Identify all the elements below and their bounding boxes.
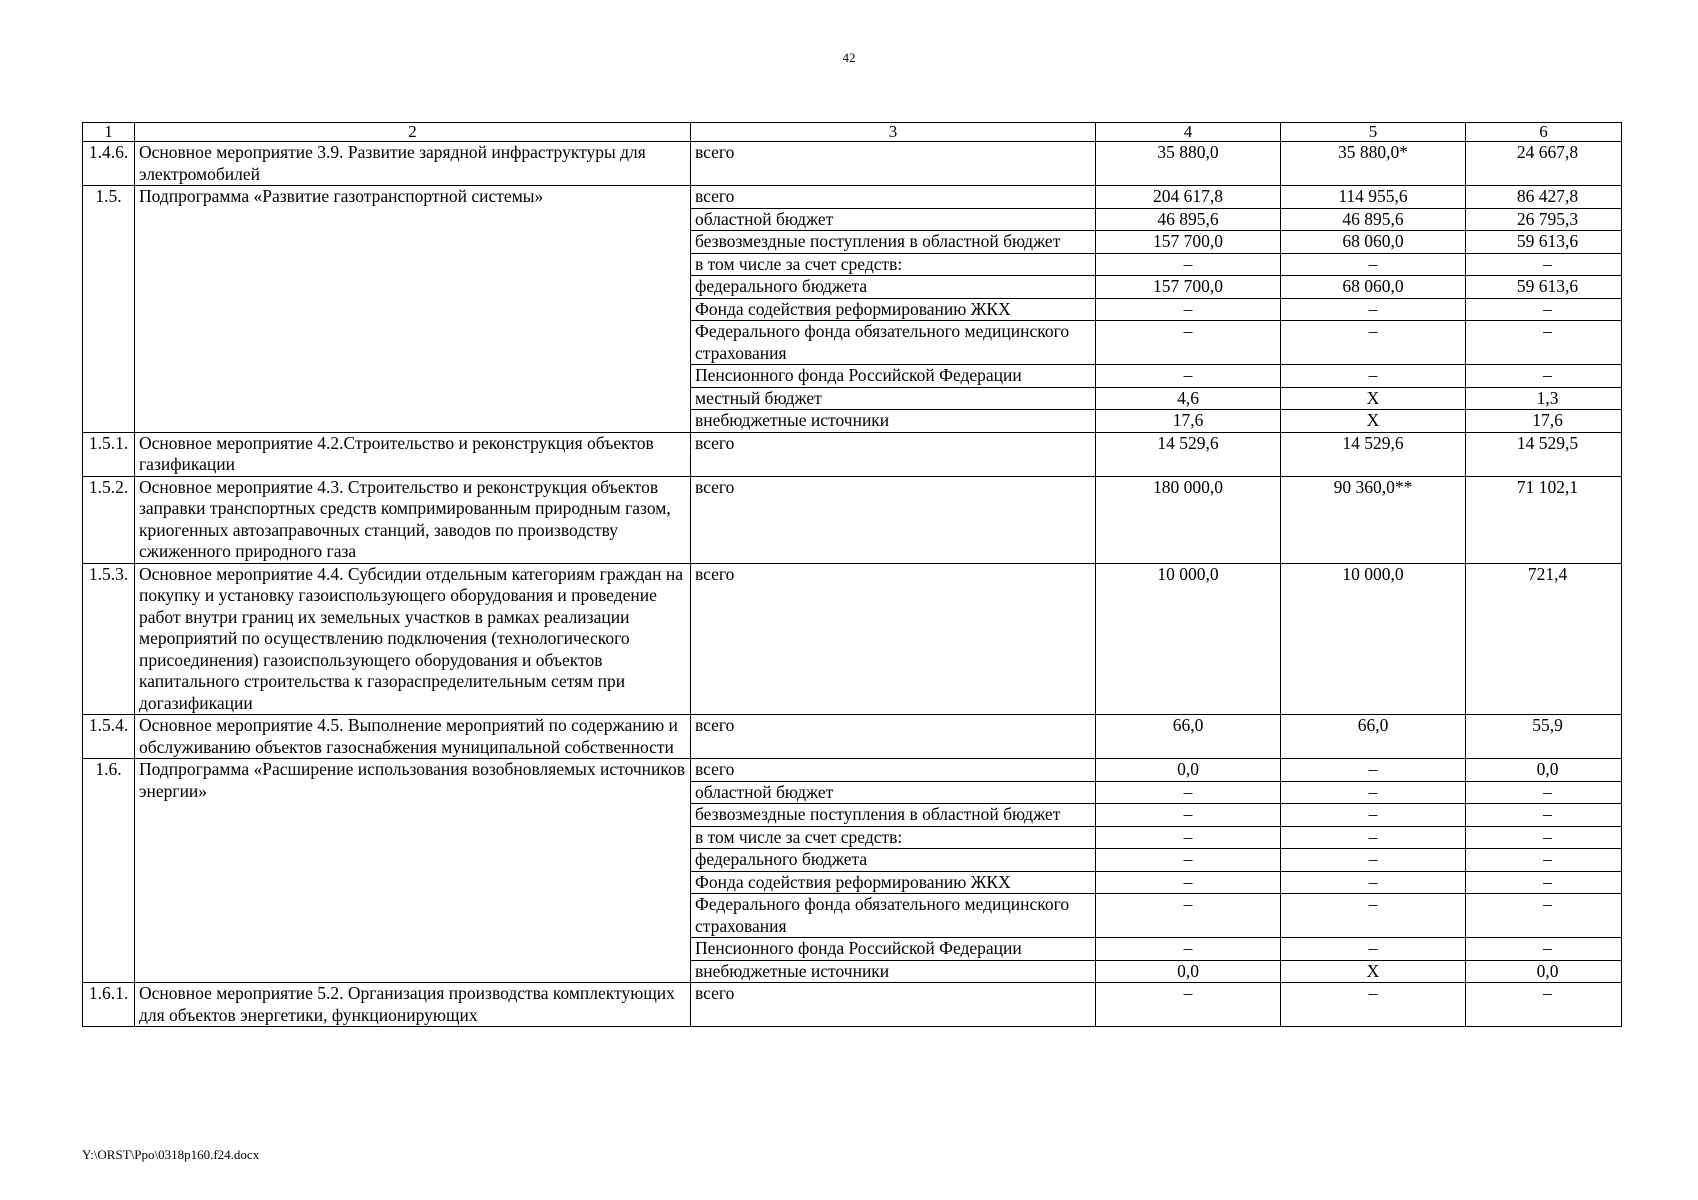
header-cell-5: 5: [1281, 123, 1466, 142]
value-cell-col4: –: [1096, 894, 1281, 938]
budget-table: [82, 122, 1622, 1027]
value-cell-col6: –: [1466, 983, 1622, 1027]
value-cell-col6: –: [1466, 938, 1622, 961]
value-cell-col4: 46 895,6: [1096, 208, 1281, 231]
item-number-cell: 1.6.: [83, 759, 135, 983]
value-cell-col5: –: [1281, 298, 1466, 321]
item-name-cell: Основное мероприятие 4.5. Выполнение мероприятий по содержанию и обслуживанию объектов газоснабжения муниципальной собственности: [135, 715, 691, 759]
value-cell-col5: 10 000,0: [1281, 563, 1466, 715]
value-cell-col6: 0,0: [1466, 960, 1622, 983]
item-name-cell: Основное мероприятие 3.9. Развитие зарядной инфраструктуры для электромобилей: [135, 142, 691, 186]
value-cell-col5: –: [1281, 781, 1466, 804]
value-cell-col6: –: [1466, 826, 1622, 849]
table-row: [83, 983, 1622, 1027]
table-body: [83, 123, 1622, 1027]
value-cell-col5: –: [1281, 826, 1466, 849]
value-cell-col4: –: [1096, 298, 1281, 321]
value-cell-col4: –: [1096, 871, 1281, 894]
value-cell-col4: –: [1096, 253, 1281, 276]
table-row: [83, 715, 1622, 759]
value-cell-col6: –: [1466, 321, 1622, 365]
table-row: [83, 432, 1622, 476]
item-number-cell: 1.5.1.: [83, 432, 135, 476]
header-cell-1: 1: [83, 123, 135, 142]
value-cell-col5: –: [1281, 253, 1466, 276]
item-number-cell: 1.5.: [83, 186, 135, 433]
value-cell-col4: –: [1096, 804, 1281, 827]
header-cell-2: 2: [135, 123, 691, 142]
item-name-cell: Подпрограмма «Развитие газотранспортной системы»: [135, 186, 691, 433]
funding-source-cell: областной бюджет: [691, 781, 1096, 804]
value-cell-col6: 55,9: [1466, 715, 1622, 759]
item-name-cell: Основное мероприятие 4.4. Субсидии отдельным категориям граждан на покупку и установку газоиспользующего оборудования и проведение работ внутри границ их земельных участков в рамках реализации мероприятий по осуществлению подключения (технологического присоединения) газоиспользующего оборудования и объектов капитального строительства к газораспределительным сетям при догазификации: [135, 563, 691, 715]
funding-source-cell: всего: [691, 983, 1096, 1027]
value-cell-col6: 24 667,8: [1466, 142, 1622, 186]
page-number: 42: [842, 50, 856, 65]
funding-source-cell: внебюджетные источники: [691, 410, 1096, 433]
funding-source-cell: Фонда содействия реформированию ЖКХ: [691, 298, 1096, 321]
value-cell-col5: Х: [1281, 410, 1466, 433]
value-cell-col6: –: [1466, 849, 1622, 872]
value-cell-col4: 0,0: [1096, 960, 1281, 983]
value-cell-col5: –: [1281, 759, 1466, 782]
value-cell-col6: 0,0: [1466, 759, 1622, 782]
value-cell-col6: 59 613,6: [1466, 231, 1622, 254]
value-cell-col6: 26 795,3: [1466, 208, 1622, 231]
item-number-cell: 1.4.6.: [83, 142, 135, 186]
item-name-cell: Подпрограмма «Расширение использования возобновляемых источников энергии»: [135, 759, 691, 983]
value-cell-col6: 721,4: [1466, 563, 1622, 715]
value-cell-col4: –: [1096, 826, 1281, 849]
value-cell-col5: –: [1281, 871, 1466, 894]
item-name-cell: Основное мероприятие 4.3. Строительство и реконструкция объектов заправки транспортных средств компримированным природным газом, криогенных автозаправочных станций, заводов по производству сжиженного природного газа: [135, 476, 691, 563]
funding-source-cell: Фонда содействия реформированию ЖКХ: [691, 871, 1096, 894]
funding-source-cell: в том числе за счет средств:: [691, 826, 1096, 849]
funding-source-cell: всего: [691, 563, 1096, 715]
funding-source-cell: всего: [691, 186, 1096, 209]
value-cell-col4: 17,6: [1096, 410, 1281, 433]
value-cell-col6: 59 613,6: [1466, 276, 1622, 299]
value-cell-col6: 71 102,1: [1466, 476, 1622, 563]
value-cell-col6: 14 529,5: [1466, 432, 1622, 476]
value-cell-col5: Х: [1281, 960, 1466, 983]
value-cell-col4: –: [1096, 365, 1281, 388]
value-cell-col4: 157 700,0: [1096, 276, 1281, 299]
funding-source-cell: местный бюджет: [691, 387, 1096, 410]
table-row: [83, 476, 1622, 563]
value-cell-col5: 68 060,0: [1281, 231, 1466, 254]
value-cell-col4: 4,6: [1096, 387, 1281, 410]
value-cell-col5: Х: [1281, 387, 1466, 410]
value-cell-col6: 17,6: [1466, 410, 1622, 433]
table-row: [83, 142, 1622, 186]
value-cell-col5: 35 880,0*: [1281, 142, 1466, 186]
funding-source-cell: Федерального фонда обязательного медицинского страхования: [691, 894, 1096, 938]
value-cell-col6: 86 427,8: [1466, 186, 1622, 209]
value-cell-col4: –: [1096, 321, 1281, 365]
file-path-footer: Y:\ORST\Ppo\0318p160.f24.docx: [82, 1147, 260, 1162]
funding-source-cell: всего: [691, 715, 1096, 759]
value-cell-col5: 90 360,0**: [1281, 476, 1466, 563]
funding-source-cell: всего: [691, 759, 1096, 782]
value-cell-col5: –: [1281, 849, 1466, 872]
funding-source-cell: всего: [691, 142, 1096, 186]
funding-source-cell: Пенсионного фонда Российской Федерации: [691, 365, 1096, 388]
funding-source-cell: всего: [691, 432, 1096, 476]
funding-source-cell: безвозмездные поступления в областной бюджет: [691, 231, 1096, 254]
value-cell-col6: –: [1466, 871, 1622, 894]
value-cell-col4: 10 000,0: [1096, 563, 1281, 715]
item-name-cell: Основное мероприятие 4.2.Строительство и реконструкция объектов газификации: [135, 432, 691, 476]
value-cell-col5: 66,0: [1281, 715, 1466, 759]
budget-table-wrapper: [82, 122, 1622, 1027]
header-cell-3: 3: [691, 123, 1096, 142]
value-cell-col5: –: [1281, 983, 1466, 1027]
value-cell-col6: 1,3: [1466, 387, 1622, 410]
funding-source-cell: федерального бюджета: [691, 276, 1096, 299]
value-cell-col4: 35 880,0: [1096, 142, 1281, 186]
value-cell-col4: 180 000,0: [1096, 476, 1281, 563]
value-cell-col4: 204 617,8: [1096, 186, 1281, 209]
value-cell-col6: –: [1466, 298, 1622, 321]
value-cell-col4: –: [1096, 983, 1281, 1027]
value-cell-col5: –: [1281, 804, 1466, 827]
funding-source-cell: Федерального фонда обязательного медицинского страхования: [691, 321, 1096, 365]
funding-source-cell: федерального бюджета: [691, 849, 1096, 872]
value-cell-col5: –: [1281, 894, 1466, 938]
header-row: [83, 123, 1622, 142]
item-number-cell: 1.5.2.: [83, 476, 135, 563]
item-number-cell: 1.6.1.: [83, 983, 135, 1027]
funding-source-cell: всего: [691, 476, 1096, 563]
table-row: [83, 563, 1622, 715]
value-cell-col6: –: [1466, 804, 1622, 827]
value-cell-col6: –: [1466, 781, 1622, 804]
value-cell-col5: –: [1281, 938, 1466, 961]
value-cell-col6: –: [1466, 253, 1622, 276]
item-number-cell: 1.5.3.: [83, 563, 135, 715]
value-cell-col4: –: [1096, 938, 1281, 961]
item-name-cell: Основное мероприятие 5.2. Организация производства комплектующих для объектов энергетики, функционирующих: [135, 983, 691, 1027]
table-row: [83, 759, 1622, 782]
value-cell-col5: –: [1281, 365, 1466, 388]
funding-source-cell: внебюджетные источники: [691, 960, 1096, 983]
value-cell-col5: –: [1281, 321, 1466, 365]
value-cell-col4: 157 700,0: [1096, 231, 1281, 254]
value-cell-col4: –: [1096, 781, 1281, 804]
value-cell-col4: 0,0: [1096, 759, 1281, 782]
value-cell-col4: 14 529,6: [1096, 432, 1281, 476]
funding-source-cell: областной бюджет: [691, 208, 1096, 231]
value-cell-col5: 68 060,0: [1281, 276, 1466, 299]
value-cell-col6: –: [1466, 894, 1622, 938]
value-cell-col4: 66,0: [1096, 715, 1281, 759]
funding-source-cell: безвозмездные поступления в областной бюджет: [691, 804, 1096, 827]
table-row: [83, 186, 1622, 209]
value-cell-col4: –: [1096, 849, 1281, 872]
header-cell-6: 6: [1466, 123, 1622, 142]
funding-source-cell: Пенсионного фонда Российской Федерации: [691, 938, 1096, 961]
value-cell-col5: 14 529,6: [1281, 432, 1466, 476]
header-cell-4: 4: [1096, 123, 1281, 142]
value-cell-col5: 114 955,6: [1281, 186, 1466, 209]
value-cell-col6: –: [1466, 365, 1622, 388]
funding-source-cell: в том числе за счет средств:: [691, 253, 1096, 276]
value-cell-col5: 46 895,6: [1281, 208, 1466, 231]
item-number-cell: 1.5.4.: [83, 715, 135, 759]
